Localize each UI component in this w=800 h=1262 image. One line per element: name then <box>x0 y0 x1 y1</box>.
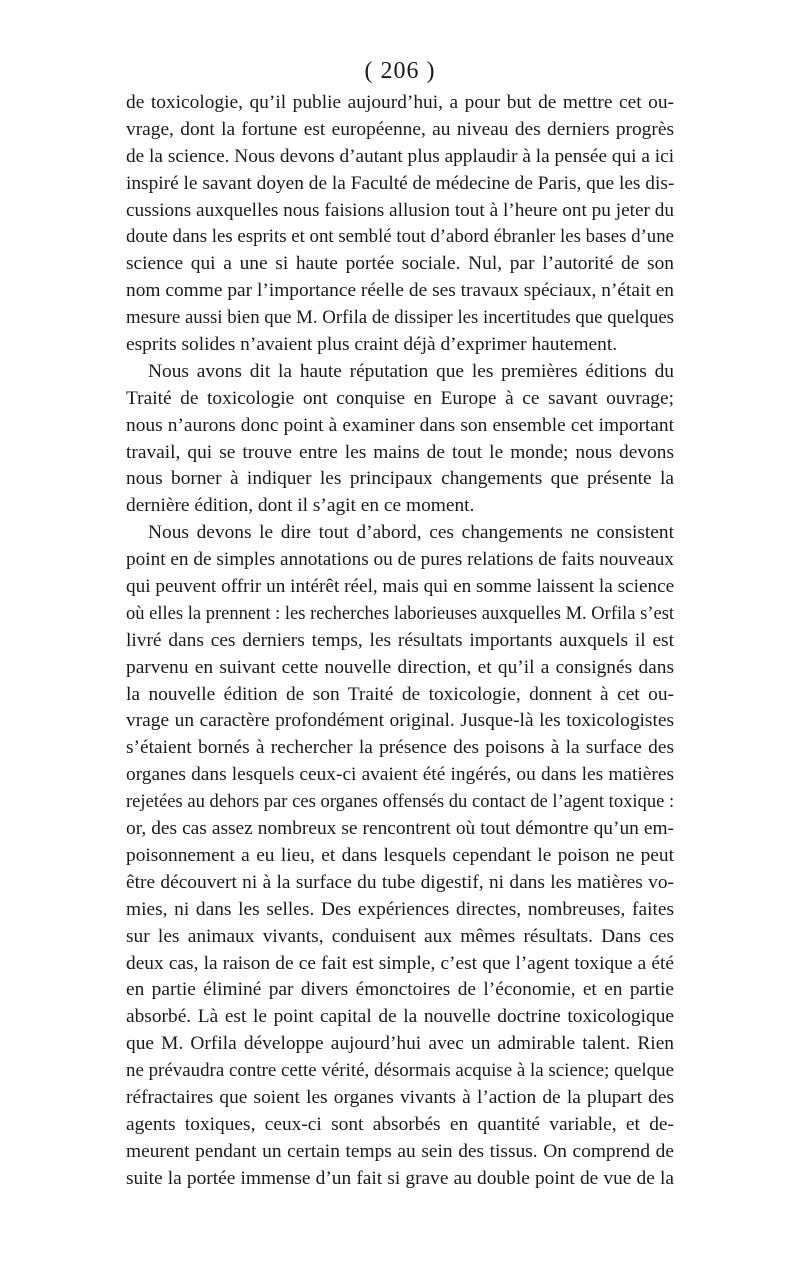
text-line: où elles la prennent : les recherches laborieuses auxquelles M. Orfila s’est <box>126 602 675 624</box>
text-line: sur les animaux vivants, conduisent aux mêmes résultats. Dans ces <box>126 925 674 947</box>
text-line: point en de simples annotations ou de pures relations de faits nouveaux <box>126 549 674 571</box>
text-line: s’étaient bornés à rechercher la présence des poisons à la surface des <box>126 737 674 759</box>
text-line: travail, qui se trouve entre les mains de tout le monde; nous devons <box>126 441 674 463</box>
text-line: mesure aussi bien que M. Orfila de dissiper les incertitudes que quelques <box>126 307 674 329</box>
text-line: cussions auxquelles nous faisions allusion tout à l’heure ont pu jeter du <box>126 199 674 221</box>
text-line: deux cas, la raison de ce fait est simple, c’est que l’agent toxique a été <box>126 952 674 974</box>
text-line: suite la portée immense d’un fait si grave au double point de vue de la <box>126 1167 674 1189</box>
text-line: science qui a une si haute portée sociale. Nul, par l’autorité de son <box>126 253 674 275</box>
paragraph <box>126 520 674 1192</box>
text-line: qui peuvent offrir un intérêt réel, mais qui en somme laissent la science <box>126 576 675 598</box>
text-line: inspiré le savant doyen de la Faculté de médecine de Paris, que les dis- <box>126 172 675 194</box>
text-line: vrage, dont la fortune est européenne, au niveau des derniers progrès <box>126 118 674 140</box>
text-line: parvenu en suivant cette nouvelle direction, et qu’il a consignés dans <box>126 656 674 678</box>
page-number: ( 206 ) <box>364 58 436 84</box>
text-line: être découvert ni à la surface du tube digestif, ni dans les matières vo- <box>126 871 674 893</box>
text-line: ne prévaudra contre cette vérité, désormais acquise à la science; quelque <box>126 1060 674 1082</box>
text-line: organes dans lesquels ceux-ci avaient été ingérés, ou dans les matières <box>126 764 674 786</box>
text-line: la nouvelle édition de son Traité de toxicologie, donnent à cet ou- <box>126 683 674 705</box>
text-line: Traité de toxicologie ont conquise en Europe à ce savant ouvrage; <box>126 387 674 409</box>
text-line: nous borner à indiquer les principaux changements que présente la <box>126 468 674 490</box>
text-line: esprits solides n’avaient plus craint déjà d’exprimer hautement. <box>126 334 618 356</box>
text-line: dernière édition, dont il s’agit en ce moment. <box>126 495 475 517</box>
text-line: nom comme par l’importance réelle de ses travaux spéciaux, n’était en <box>126 280 674 302</box>
text-line: poisonnement a eu lieu, et dans lesquels cependant le poison ne peut <box>126 844 674 866</box>
text-line: rejetées au dehors par ces organes offensés du contact de l’agent toxique : <box>126 791 675 813</box>
text-line: absorbé. Là est le point capital de la nouvelle doctrine toxicologique <box>126 1006 674 1028</box>
text-line: Nous avons dit la haute réputation que les premières éditions du <box>148 360 674 382</box>
text-line: mies, ni dans les selles. Des expériences directes, nombreuses, faites <box>126 898 674 920</box>
text-line: réfractaires que soient les organes vivants à l’action de la plupart des <box>126 1086 674 1108</box>
text-line: de toxicologie, qu’il publie aujourd’hui, a pour but de mettre cet ou- <box>126 92 674 113</box>
text-line: meurent pendant un certain temps au sein des tissus. On comprend de <box>126 1140 674 1162</box>
text-line: de la science. Nous devons d’autant plus applaudir à la pensée qui a ici <box>126 145 675 167</box>
body-text <box>126 90 674 1193</box>
paragraph <box>126 90 674 359</box>
text-line: vrage un caractère profondément original. Jusque-là les toxicologistes <box>126 710 674 732</box>
text-line: or, des cas assez nombreux se rencontrent où tout démontre qu’un em- <box>126 818 674 840</box>
text-line: agents toxiques, ceux-ci sont absorbés en quantité variable, et de- <box>126 1113 674 1135</box>
text-line: nous n’aurons donc point à examiner dans son ensemble cet important <box>126 414 674 436</box>
text-line: que M. Orfila développe aujourd’hui avec un admirable talent. Rien <box>126 1033 674 1055</box>
paragraph <box>126 359 674 520</box>
text-line: doute dans les esprits et ont semblé tout d’abord ébranler les bases d’une <box>126 226 674 248</box>
text-line: livré dans ces derniers temps, les résultats importants auxquels il est <box>126 629 674 651</box>
text-line: en partie éliminé par divers émonctoires de l’économie, et en partie <box>126 979 674 1001</box>
text-line: Nous devons le dire tout d’abord, ces changements ne consistent <box>148 522 674 544</box>
